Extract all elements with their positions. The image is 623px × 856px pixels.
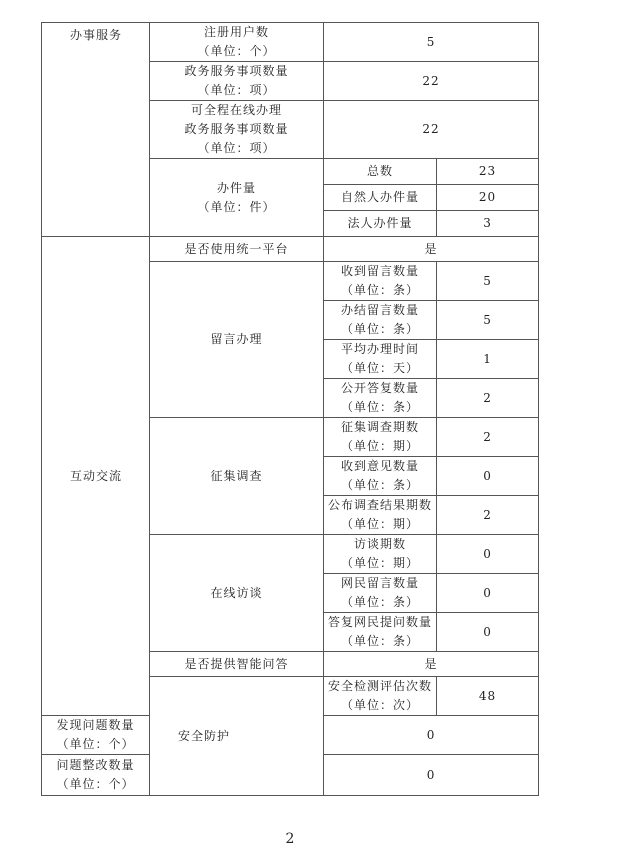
sub-label-public-replies: 公开答复数量 （单位：条） (324, 379, 437, 418)
category-office-service: 办事服务 (42, 23, 150, 237)
sub-label-answers: 答复网民提问数量 （单位：条） (324, 613, 437, 652)
sub-label-avg-time: 平均办理时间 （单位：天） (324, 340, 437, 379)
sub-label-handled-messages: 办结留言数量 （单位：条） (324, 301, 437, 340)
sub-label-survey-results: 公布调查结果期数 （单位：期） (324, 496, 437, 535)
value-total: 23 (437, 159, 539, 185)
value-registered-users: 5 (324, 23, 539, 62)
sub-label-legal-person: 法人办件量 (324, 211, 437, 237)
value-unified-platform: 是 (324, 237, 539, 262)
sub-label-survey-periods: 征集调查期数 （单位：期） (324, 418, 437, 457)
row-label-service-items: 政务服务事项数量 （单位：项） (150, 62, 324, 101)
value-natural-person: 20 (437, 185, 539, 211)
row-label-registered-users: 注册用户数 （单位：个） (150, 23, 324, 62)
category-security: 安全防护 (150, 677, 324, 796)
value-smart-qa: 是 (324, 652, 539, 677)
row-label-assessments: 安全检测评估次数 （单位：次） (324, 677, 437, 716)
row-label-unified-platform: 是否使用统一平台 (150, 237, 324, 262)
sub-label-opinions: 收到意见数量 （单位：条） (324, 457, 437, 496)
sub-label-interview-periods: 访谈期数 （单位：期） (324, 535, 437, 574)
value-survey-periods: 2 (437, 418, 539, 457)
page-number: 2 (285, 831, 295, 847)
value-online-items: 22 (324, 101, 539, 159)
value-interview-periods: 0 (437, 535, 539, 574)
row-label-issues-found: 发现问题数量 （单位：个） (42, 716, 150, 755)
value-survey-results: 2 (437, 496, 539, 535)
row-label-interview: 在线访谈 (150, 535, 324, 652)
row-label-online-items: 可全程在线办理 政务服务事项数量 （单位：项） (150, 101, 324, 159)
row-label-issues-fixed: 问题整改数量 （单位：个） (42, 755, 150, 796)
row-label-volume: 办件量 （单位：件） (150, 159, 324, 237)
value-received-messages: 5 (437, 262, 539, 301)
value-public-replies: 2 (437, 379, 539, 418)
statistics-table (41, 22, 539, 796)
row-label-survey: 征集调查 (150, 418, 324, 535)
value-answers: 0 (437, 613, 539, 652)
value-service-items: 22 (324, 62, 539, 101)
value-avg-time: 1 (437, 340, 539, 379)
value-issues-found: 0 (324, 716, 539, 755)
sub-label-netizen-messages: 网民留言数量 （单位：条） (324, 574, 437, 613)
value-assessments: 48 (437, 677, 539, 716)
sub-label-total: 总数 (324, 159, 437, 185)
value-issues-fixed: 0 (324, 755, 539, 796)
value-handled-messages: 5 (437, 301, 539, 340)
category-interaction: 互动交流 (42, 237, 150, 716)
value-legal-person: 3 (437, 211, 539, 237)
sub-label-natural-person: 自然人办件量 (324, 185, 437, 211)
value-netizen-messages: 0 (437, 574, 539, 613)
row-label-smart-qa: 是否提供智能问答 (150, 652, 324, 677)
value-opinions: 0 (437, 457, 539, 496)
sub-label-received-messages: 收到留言数量 （单位：条） (324, 262, 437, 301)
row-label-messages: 留言办理 (150, 262, 324, 418)
